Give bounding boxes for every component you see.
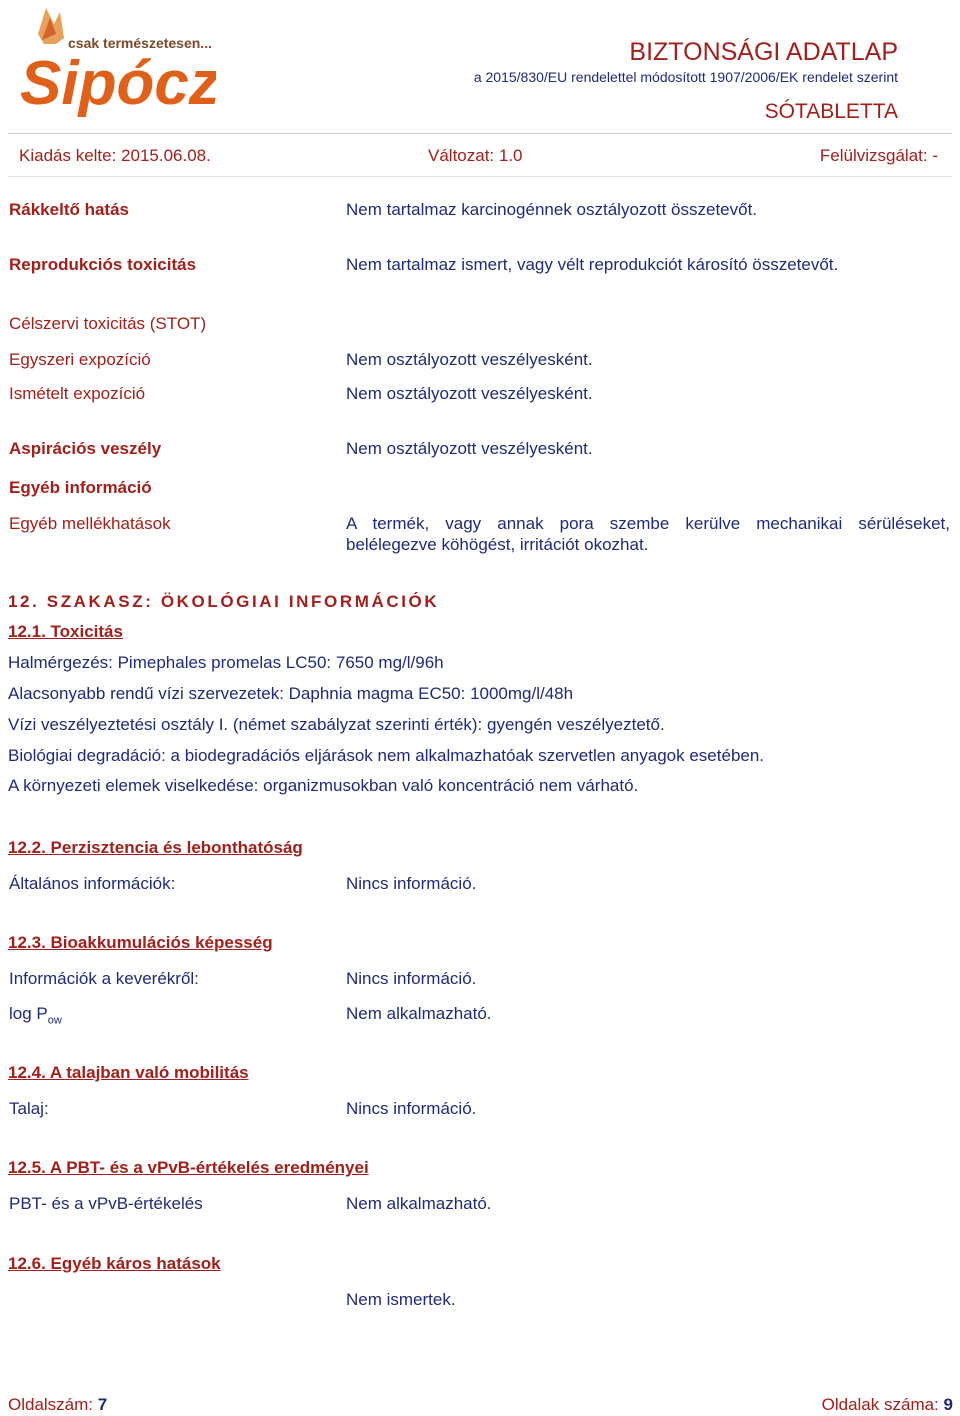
repeated-exposure-label: Ismételt expozíció [9, 384, 146, 403]
log-pow-label [9, 1004, 62, 1026]
subsection-12-4-title: 12.4. A talajban való mobilitás [8, 1063, 249, 1082]
stot-heading: Célszervi toxicitás (STOT) [9, 314, 207, 333]
sipocz-logo-graphic [16, 4, 216, 122]
single-exposure-value: Nem osztályozott veszélyesként. [346, 350, 593, 369]
subsection-12-3-title: 12.3. Bioakkumulációs képesség [8, 933, 273, 952]
pbt-label: PBT- és a vPvB-értékelés [9, 1194, 203, 1213]
other-adverse-effects-value: Nem ismertek. [346, 1290, 456, 1309]
page-count-label: Oldalak száma: [821, 1395, 939, 1414]
toxicity-line: Alacsonyabb rendű vízi szervezetek: Daphnia magma EC50: 1000mg/l/48h [8, 684, 574, 703]
version: Változat: 1.0 [428, 146, 523, 165]
subsection-12-2-title: 12.2. Perzisztencia és lebonthatóság [8, 838, 303, 857]
subsection-12-6-title: 12.6. Egyéb káros hatások [8, 1254, 221, 1273]
header-divider [8, 133, 952, 134]
header-divider-2 [8, 176, 952, 177]
revision: Felülvizsgálat: - [819, 146, 938, 165]
aspiration-label: Aspirációs veszély [9, 439, 162, 458]
reproductive-value: Nem tartalmaz ismert, vagy vélt reprodukciót károsító összetevőt. [346, 255, 839, 274]
page-count [822, 1395, 953, 1415]
log-p-text: log P [9, 1004, 48, 1023]
mixture-info-value: Nincs információ. [346, 969, 477, 988]
logo-tagline: csak természetesen... [68, 35, 212, 51]
toxicity-line: A környezeti elemek viselkedése: organizmusokban való koncentráció nem várható. [8, 776, 639, 795]
soil-value: Nincs információ. [346, 1099, 477, 1118]
logo-brand: Sipócz [20, 49, 216, 118]
pbt-value: Nem alkalmazható. [346, 1194, 492, 1213]
log-pow-value: Nem alkalmazható. [346, 1004, 492, 1023]
subsection-12-5-title: 12.5. A PBT- és a vPvB-értékelés eredményei [8, 1158, 369, 1177]
section-12-title: 12. SZAKASZ: ÖKOLÓGIAI INFORMÁCIÓK [8, 592, 440, 611]
other-side-effects-label: Egyéb mellékhatások [9, 514, 171, 533]
toxicity-line: Halmérgezés: Pimephales promelas LC50: 7650 mg/l/96h [8, 653, 444, 672]
page-number-value: 7 [97, 1395, 108, 1414]
general-info-label: Általános információk: [9, 874, 176, 893]
repeated-exposure-value: Nem osztályozott veszélyesként. [346, 384, 593, 403]
carcinogenic-value: Nem tartalmaz karcinogénnek osztályozott összetevőt. [346, 200, 758, 219]
carcinogenic-label: Rákkeltő hatás [9, 200, 129, 219]
toxicity-line: Vízi veszélyeztetési osztály I. (német szabályzat szerinti érték): gyengén veszélyeztető. [8, 715, 665, 734]
mixture-info-label: Információk a keverékről: [9, 969, 199, 988]
subsection-12-1-title: 12.1. Toxicitás [8, 622, 123, 641]
product-name: SÓTABLETTA [764, 100, 898, 123]
log-p-subscript: ow [47, 1014, 62, 1027]
company-logo [16, 4, 216, 122]
soil-label: Talaj: [9, 1099, 49, 1118]
page-number [8, 1395, 107, 1415]
single-exposure-label: Egyszeri expozíció [9, 350, 151, 369]
aspiration-value: Nem osztályozott veszélyesként. [346, 439, 593, 458]
document-title: BIZTONSÁGI ADATLAP [629, 38, 898, 66]
reproductive-label: Reprodukciós toxicitás [9, 255, 197, 274]
issue-date: Kiadás kelte: 2015.06.08. [19, 146, 211, 165]
page-count-value: 9 [943, 1395, 953, 1414]
document-subtitle: a 2015/830/EU rendelettel módosított 1907/2006/EK rendelet szerint [473, 69, 898, 85]
other-side-effects-value: A termék, vagy annak pora szembe kerülve mechanikai sérüléseket, belélegezve köhögést, irritációt okozhat. [346, 514, 950, 554]
toxicity-line: Biológiai degradáció: a biodegradációs eljárások nem alkalmazhatóak szervetlen anyagok esetében. [8, 746, 765, 765]
page-number-label: Oldalszám: [8, 1395, 94, 1414]
general-info-value: Nincs információ. [346, 874, 477, 893]
other-info-heading: Egyéb információ [9, 478, 152, 497]
